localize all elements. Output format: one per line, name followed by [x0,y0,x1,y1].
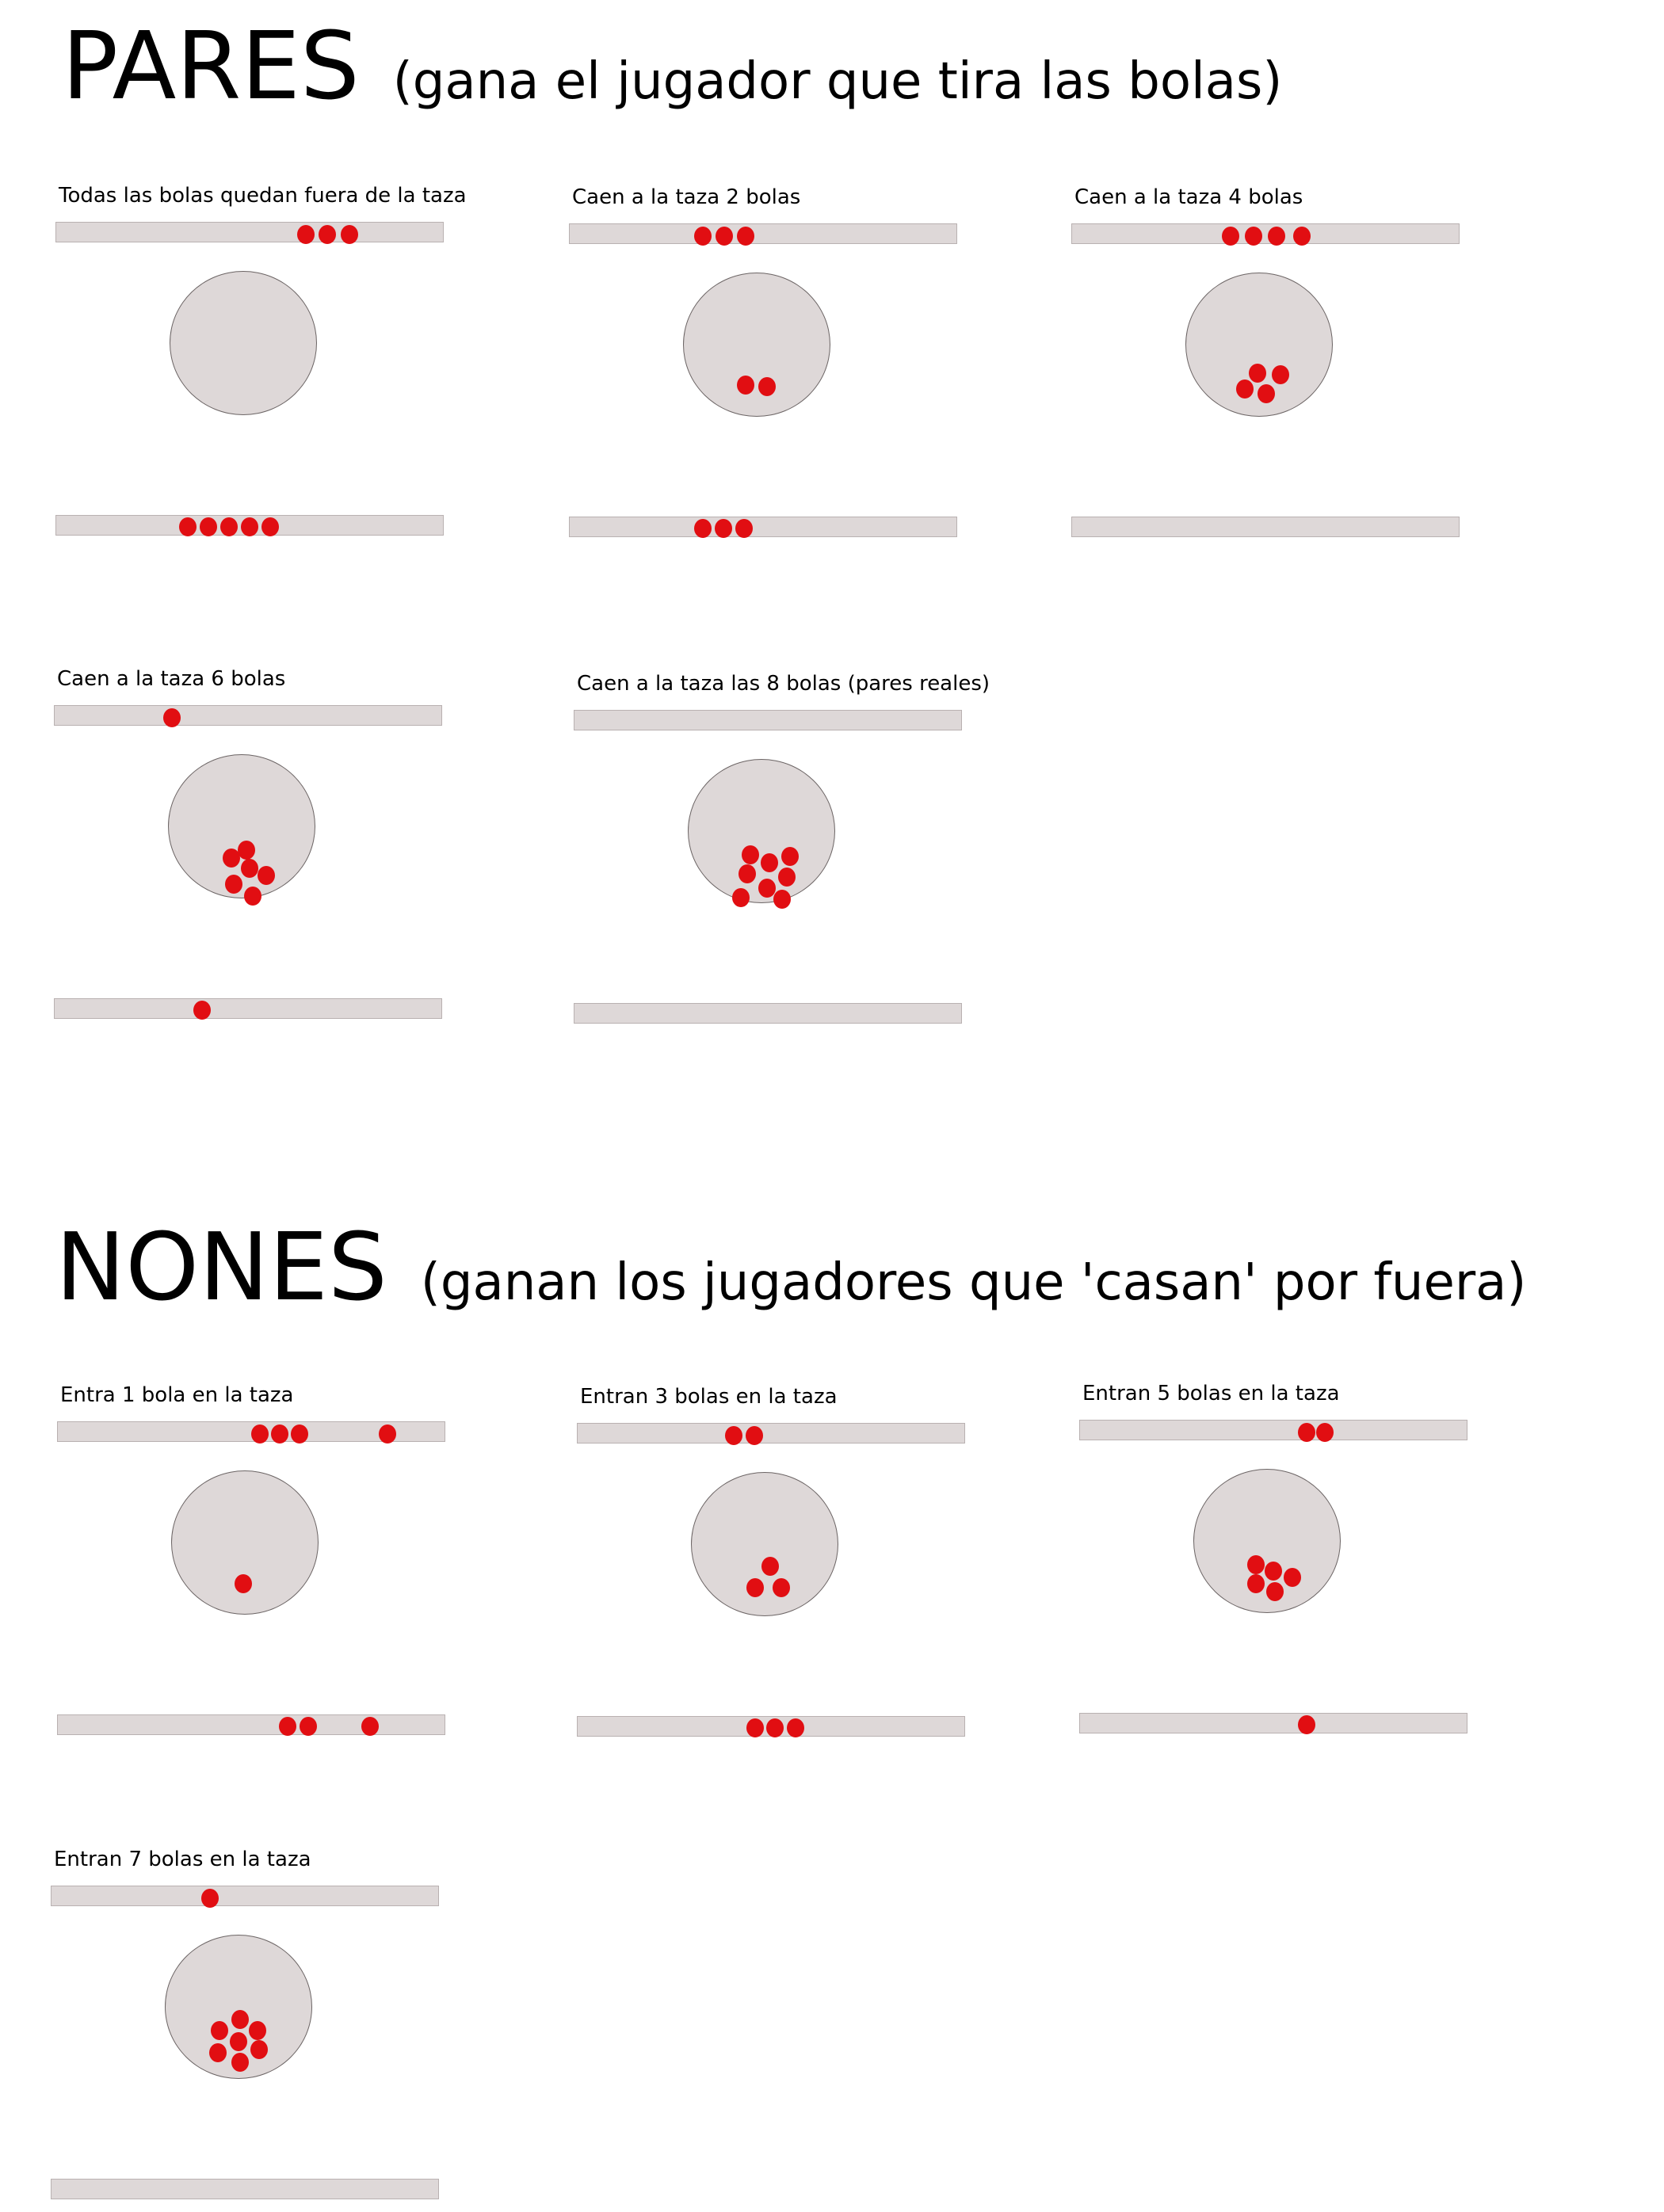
ball-bottom [241,517,258,536]
top-rail [51,1886,439,1906]
ball-cup [249,2021,266,2040]
ball-top [725,1426,742,1445]
ball-top [1222,227,1239,246]
ball-cup [737,376,754,395]
ball-bottom [1298,1715,1315,1734]
ball-cup [258,866,275,885]
ball-cup [761,1557,779,1576]
ball-top [1268,227,1285,246]
pares-heading [62,11,1282,120]
ball-cup [231,2010,249,2029]
ball-cup [758,377,776,396]
ball-top [1245,227,1262,246]
nones-panel-3 [51,1848,463,2212]
pares-panel-1 [569,185,981,550]
ball-cup [230,2032,247,2051]
cup [165,1935,312,2079]
ball-cup [1247,1555,1265,1574]
ball-cup [1272,365,1289,384]
nones-heading [55,1212,1526,1321]
cup [683,273,830,417]
ball-top [201,1889,219,1908]
top-rail [569,223,957,244]
cup [1185,273,1333,417]
ball-cup [241,859,258,878]
panel-label: Caen a la taza 6 bolas [57,667,286,691]
ball-cup [1247,1574,1265,1593]
ball-cup [773,890,791,909]
bottom-rail [57,1714,445,1735]
ball-top [737,227,754,246]
panel-label: Entran 3 bolas en la taza [580,1385,838,1409]
ball-cup [211,2021,228,2040]
panel-label: Entran 5 bolas en la taza [1082,1382,1340,1405]
ball-bottom [279,1717,296,1736]
panel-label: Caen a la taza 2 bolas [572,185,801,209]
nones-panel-0 [57,1383,469,1748]
ball-cup [758,879,776,898]
ball-cup [209,2043,227,2062]
cup [171,1470,319,1615]
ball-bottom [179,517,197,536]
ball-bottom [694,519,712,538]
ball-top [716,227,733,246]
ball-bottom [787,1718,804,1737]
top-rail [574,710,962,730]
ball-top [746,1426,763,1445]
bottom-rail [55,515,444,536]
ball-top [1316,1423,1334,1442]
ball-bottom [200,517,217,536]
cup [1193,1469,1341,1613]
nones-title: NONES [55,1212,387,1321]
ball-cup [778,868,796,887]
top-rail [577,1423,965,1444]
pares-panel-4 [574,672,990,1036]
ball-top [251,1424,269,1444]
ball-bottom [766,1718,784,1737]
cup [691,1472,838,1616]
ball-cup [1249,364,1266,383]
panel-label: Entran 7 bolas en la taza [54,1848,311,1871]
ball-cup [238,841,255,860]
bottom-rail [577,1716,965,1737]
ball-cup [235,1574,252,1593]
panel-label: Todas las bolas quedan fuera de la taza [59,184,467,208]
cup [688,759,835,903]
panel-label: Caen a la taza 4 bolas [1074,185,1303,209]
ball-top [379,1424,396,1444]
ball-cup [1265,1562,1282,1581]
ball-top [291,1424,308,1444]
ball-cup [1258,384,1275,403]
ball-top [341,225,358,244]
nones-subtitle: (ganan los jugadores que 'casan' por fuera) [420,1253,1527,1312]
top-rail [1079,1420,1467,1440]
ball-cup [1266,1582,1284,1601]
ball-cup [738,864,756,883]
nones-panel-1 [577,1385,989,1749]
ball-cup [732,888,750,907]
ball-cup [1284,1568,1301,1587]
bottom-rail [569,517,957,537]
bottom-rail [51,2179,439,2199]
ball-bottom [361,1717,379,1736]
bottom-rail [54,998,442,1019]
bottom-rail [1079,1713,1467,1733]
bottom-rail [1071,517,1460,537]
ball-cup [742,845,759,864]
top-rail [1071,223,1460,244]
pares-subtitle: (gana el jugador que tira las bolas) [392,52,1283,111]
ball-bottom [193,1001,211,1020]
cup [170,271,317,415]
pares-title: PARES [62,11,360,120]
ball-bottom [746,1718,764,1737]
nones-panel-2 [1079,1382,1491,1746]
bottom-rail [574,1003,962,1024]
pares-panel-2 [1071,185,1483,550]
ball-cup [773,1578,790,1597]
pares-panel-3 [54,667,466,1032]
ball-cup [746,1578,764,1597]
ball-bottom [261,517,279,536]
ball-cup [781,847,799,866]
ball-cup [223,849,240,868]
ball-top [163,708,181,727]
ball-cup [250,2040,268,2059]
ball-top [1298,1423,1315,1442]
ball-cup [244,887,261,906]
ball-top [271,1424,288,1444]
top-rail [55,222,444,242]
ball-top [319,225,336,244]
pares-panel-0 [55,184,468,548]
cup [168,754,315,898]
top-rail [57,1421,445,1442]
panel-label: Caen a la taza las 8 bolas (pares reales) [577,672,990,696]
ball-top [297,225,315,244]
ball-bottom [300,1717,317,1736]
ball-top [694,227,712,246]
ball-top [1293,227,1311,246]
ball-cup [225,875,242,894]
ball-bottom [220,517,238,536]
top-rail [54,705,442,726]
panel-label: Entra 1 bola en la taza [60,1383,294,1407]
ball-cup [1236,379,1254,399]
ball-cup [231,2053,249,2072]
ball-cup [761,853,778,872]
ball-bottom [715,519,732,538]
ball-bottom [735,519,753,538]
